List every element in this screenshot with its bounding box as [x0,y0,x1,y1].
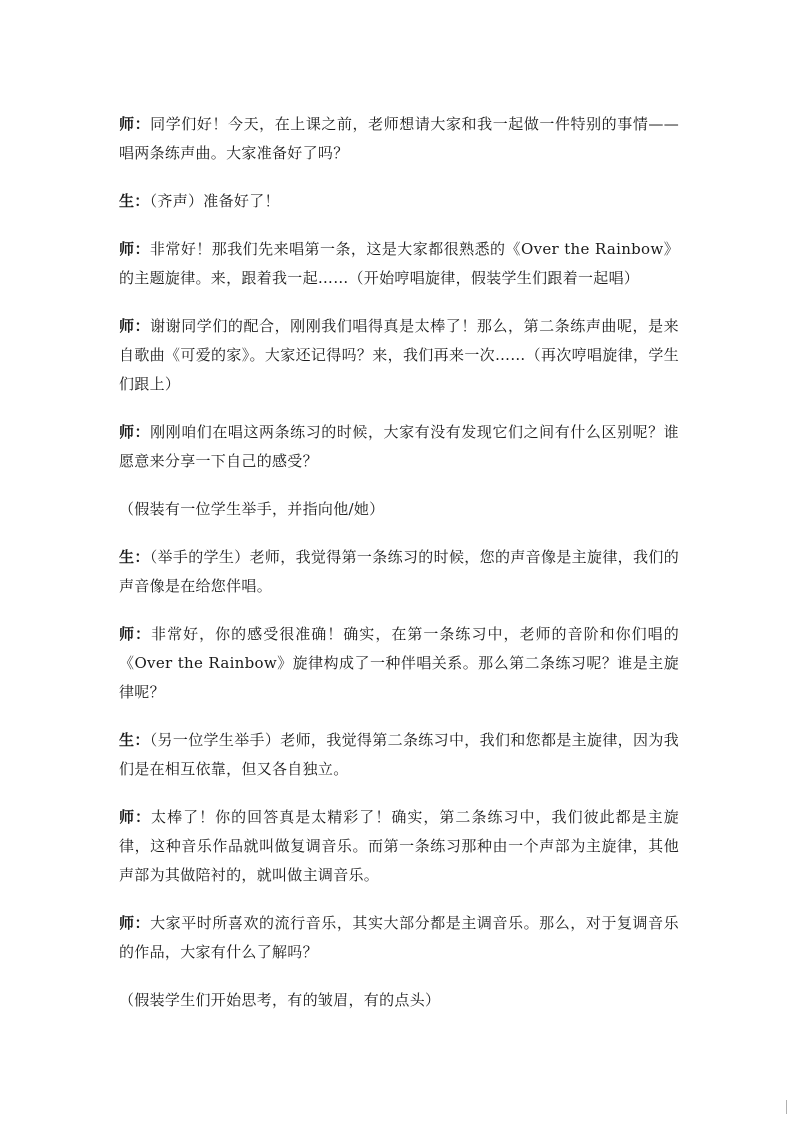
speaker-label: 师： [119,625,152,643]
stage-direction [119,986,679,1015]
paragraph-text: 同学们好！今天，在上课之前，老师想请大家和我一起做一件特别的事情——唱两条练声曲。大家准备好了吗？ [119,115,679,162]
paragraph-text: （假装学生们开始思考，有的皱眉，有的点头） [119,991,441,1009]
paragraph-text: （举手的学生）老师，我觉得第一条练习的时候，您的声音像是主旋律，我们的声音像是在给您伴唱。 [119,548,679,595]
speaker-label: 师： [119,808,152,826]
paragraph-text: 非常好，你的感受很准确！确实，在第一条练习中，老师的音阶和你们唱的《Over the Rainbow》旋律构成了一种伴唱关系。那么第二条练习呢？谁是主旋律呢？ [119,625,679,701]
paragraph-text: 谢谢同学们的配合，刚刚我们唱得真是太棒了！那么，第二条练声曲呢，是来自歌曲《可爱的家》。大家还记得吗？来，我们再来一次……（再次哼唱旋律，学生们跟上） [119,317,679,393]
stage-direction [119,495,679,524]
paragraph-text: 非常好！那我们先来唱第一条，这是大家都很熟悉的《Over the Rainbow》的主题旋律。来，跟着我一起……（开始哼唱旋律，假装学生们跟着一起唱） [119,240,679,287]
dialogue-paragraph [119,110,679,168]
paragraph-text: 大家平时所喜欢的流行音乐，其实大部分都是主调音乐。那么，对于复调音乐的作品，大家有什么了解吗？ [119,914,679,961]
speaker-label: 生： [119,192,150,210]
dialogue-paragraph [119,620,679,707]
paragraph-text: （齐声）准备好了！ [149,192,280,210]
dialogue-paragraph [119,803,679,890]
dialogue-paragraph [119,312,679,399]
speaker-label: 师： [119,914,151,932]
dialogue-paragraph [119,187,679,216]
dialogue-paragraph [119,235,679,293]
dialogue-body [119,110,679,1034]
page-edge-mark [786,1100,787,1114]
speaker-label: 师： [119,423,151,441]
dialogue-paragraph [119,543,679,601]
speaker-label: 师： [119,240,150,258]
speaker-label: 师： [119,317,151,335]
speaker-label: 师： [119,115,151,133]
paragraph-text: （假装有一位学生举手，并指向他/她） [119,500,385,518]
speaker-label: 生： [119,731,150,749]
dialogue-paragraph [119,726,679,784]
paragraph-text: 刚刚咱们在唱这两条练习的时候，大家有没有发现它们之间有什么区别呢？谁愿意来分享一下自己的感受？ [119,423,679,470]
dialogue-paragraph [119,909,679,967]
paragraph-text: 太棒了！你的回答真是太精彩了！确实，第二条练习中，我们彼此都是主旋律，这种音乐作品就叫做复调音乐。而第一条练习那种由一个声部为主旋律，其他声部为其做陪衬的，就叫做主调音乐。 [119,808,679,884]
paragraph-text: （另一位学生举手）老师，我觉得第二条练习中，我们和您都是主旋律，因为我们是在相互依靠，但又各自独立。 [119,731,679,778]
speaker-label: 生： [119,548,150,566]
dialogue-paragraph [119,418,679,476]
